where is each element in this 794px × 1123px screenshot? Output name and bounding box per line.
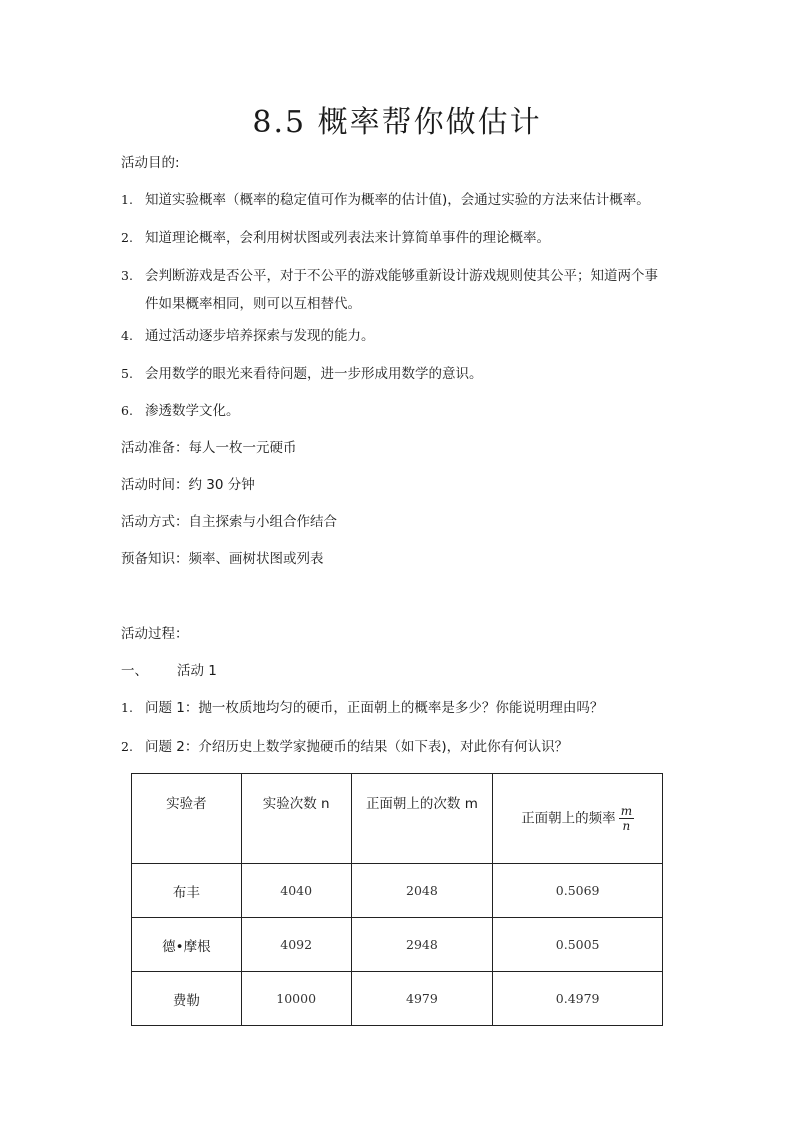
cell-trials: 4040 bbox=[241, 864, 351, 918]
objective-item bbox=[121, 190, 681, 210]
fraction-denominator: n bbox=[622, 819, 631, 833]
question-text: 问题 1：抛一枚质地均匀的硬币，正面朝上的概率是多少？你能说明理由吗？ bbox=[145, 700, 604, 716]
objective-item bbox=[121, 364, 681, 384]
coin-toss-results-table bbox=[131, 773, 663, 1026]
section-title: 活动 1 bbox=[177, 663, 217, 679]
objective-text bbox=[145, 266, 681, 314]
question-number: 2. bbox=[121, 739, 133, 754]
header-trials: 实验次数 n bbox=[241, 774, 351, 864]
cell-experimenter: 德•摩根 bbox=[132, 918, 242, 972]
objective-item bbox=[121, 266, 681, 314]
cell-experimenter: 费勒 bbox=[132, 972, 242, 1026]
objective-number: 1. bbox=[121, 192, 133, 207]
cell-heads-frequency: 0.4979 bbox=[493, 972, 663, 1026]
activity-method: 活动方式：自主探索与小组合作结合 bbox=[121, 514, 337, 530]
activity-duration: 活动时间：约 30 分钟 bbox=[121, 477, 255, 493]
header-frequency-label: 正面朝上的频率 bbox=[521, 810, 616, 827]
objective-number: 5. bbox=[121, 366, 133, 381]
objectives-heading: 活动目的: bbox=[121, 155, 180, 171]
cell-heads-frequency: 0.5005 bbox=[493, 918, 663, 972]
table-row bbox=[132, 972, 663, 1026]
cell-heads-count: 2048 bbox=[351, 864, 493, 918]
objective-text: 通过活动逐步培养探索与发现的能力。 bbox=[145, 328, 375, 344]
header-heads-count: 正面朝上的次数 m bbox=[351, 774, 493, 864]
table-header-row bbox=[132, 774, 663, 864]
objective-text: 会用数学的眼光来看待问题，进一步形成用数学的意识。 bbox=[145, 366, 483, 382]
cell-heads-frequency: 0.5069 bbox=[493, 864, 663, 918]
objective-number: 2. bbox=[121, 230, 133, 245]
cell-heads-count: 4979 bbox=[351, 972, 493, 1026]
cell-experimenter: 布丰 bbox=[132, 864, 242, 918]
objective-text-line-1: 会判断游戏是否公平，对于不公平的游戏能够重新设计游戏规则使其公平；知道两个事 bbox=[145, 268, 658, 284]
objective-item bbox=[121, 401, 681, 421]
page-title: 8.5 概率帮你做估计 bbox=[252, 105, 542, 140]
cell-trials: 10000 bbox=[241, 972, 351, 1026]
question-number: 1. bbox=[121, 700, 133, 715]
cell-trials: 4092 bbox=[241, 918, 351, 972]
section-number: 一、 bbox=[121, 663, 148, 679]
question-text: 问题 2：介绍历史上数学家抛硬币的结果（如下表)，对此你有何认识？ bbox=[145, 739, 569, 755]
cell-heads-count: 2948 bbox=[351, 918, 493, 972]
section-heading bbox=[121, 661, 217, 681]
header-experimenter: 实验者 bbox=[132, 774, 242, 864]
process-heading: 活动过程： bbox=[121, 626, 189, 642]
table-row bbox=[132, 918, 663, 972]
objective-number: 4. bbox=[121, 328, 133, 343]
objective-number: 3. bbox=[121, 268, 133, 283]
objective-text: 渗透数学文化。 bbox=[145, 403, 240, 419]
objective-text-line-2: 件如果概率相同，则可以互相替代。 bbox=[145, 296, 361, 312]
activity-preparation: 活动准备：每人一枚一元硬币 bbox=[121, 440, 297, 456]
fraction-numerator: m bbox=[620, 804, 633, 818]
objective-number: 6. bbox=[121, 403, 133, 418]
question-item bbox=[121, 737, 681, 757]
prior-knowledge: 预备知识：频率、画树状图或列表 bbox=[121, 551, 324, 567]
objective-text: 知道理论概率，会利用树状图或列表法来计算简单事件的理论概率。 bbox=[145, 230, 550, 246]
objective-item bbox=[121, 326, 681, 346]
header-heads-frequency bbox=[493, 774, 663, 864]
fraction-m-over-n bbox=[619, 804, 634, 833]
objective-item bbox=[121, 228, 681, 248]
objective-text: 知道实验概率（概率的稳定值可作为概率的估计值)，会通过实验的方法来估计概率。 bbox=[145, 192, 650, 208]
question-item bbox=[121, 698, 681, 718]
table-row bbox=[132, 864, 663, 918]
